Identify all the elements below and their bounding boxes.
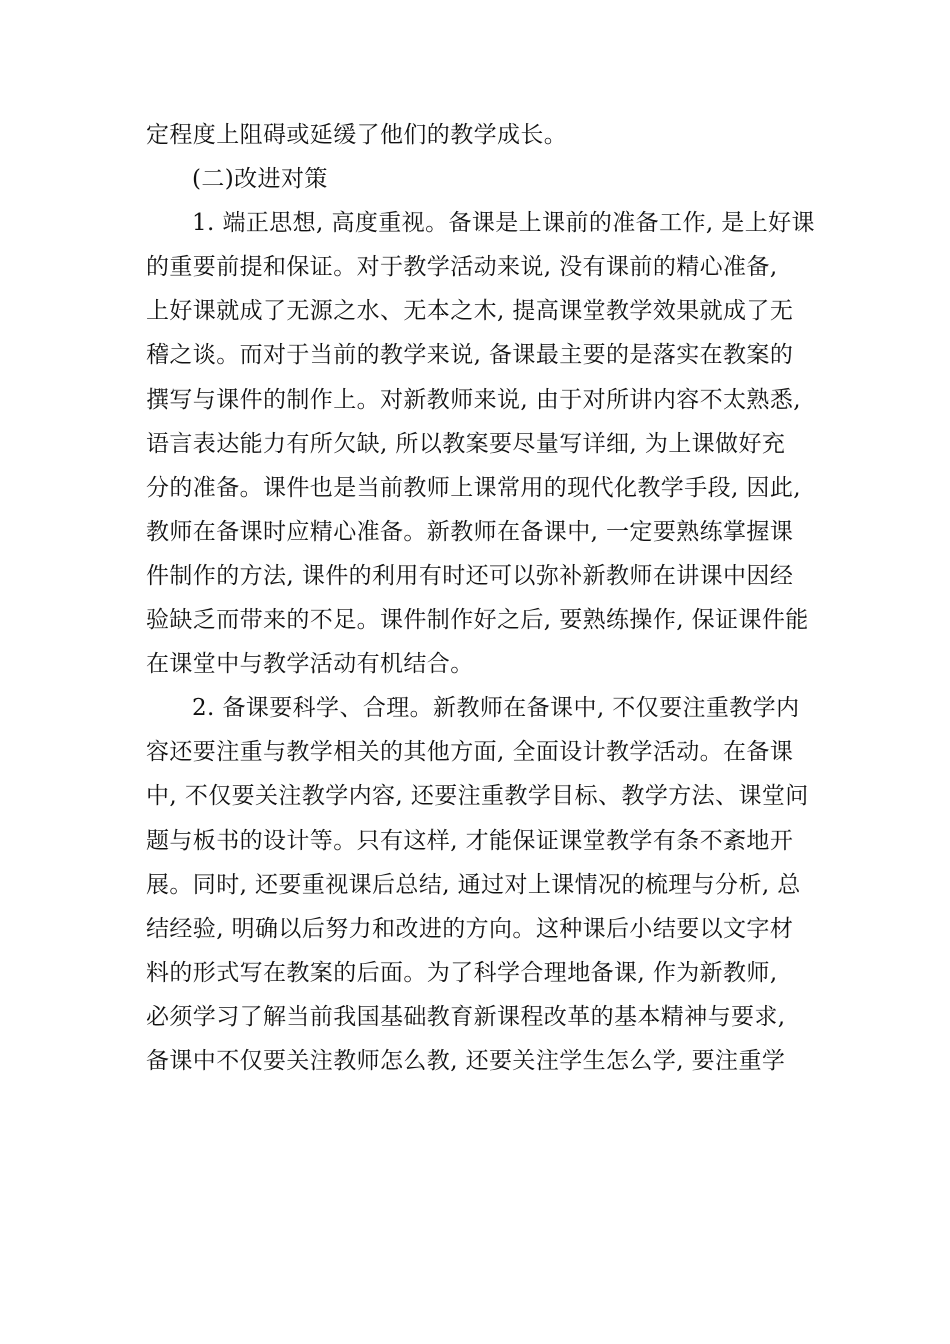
paragraph-1-start: 1. 端正思想, 高度重视。备课是上课前的准备工作, 是上好课 [192, 210, 815, 237]
text-line: 结经验, 明确以后努力和改进的方向。这种课后小结要以文字材 [146, 915, 794, 942]
text-line: 在课堂中与教学活动有机结合。 [146, 651, 474, 678]
text-line: 料的形式写在教案的后面。为了科学合理地备课, 作为新教师, [146, 959, 778, 986]
text-line: 中, 不仅要关注教学内容, 还要注重教学目标、教学方法、课堂问 [146, 783, 809, 810]
body-text [146, 113, 815, 1083]
text-line: 撰写与课件的制作上。对新教师来说, 由于对所讲内容不太熟悉, [146, 386, 801, 413]
text-line: 展。同时, 还要重视课后总结, 通过对上课情况的梳理与分析, 总 [146, 871, 801, 898]
text-line: 必须学习了解当前我国基础教育新课程改革的基本精神与要求, [146, 1003, 786, 1030]
text-line: 备课中不仅要关注教师怎么教, 还要关注学生怎么学, 要注重学 [146, 1047, 786, 1074]
text-line: 件制作的方法, 课件的利用有时还可以弥补新教师在讲课中因经 [146, 562, 794, 589]
text-line: 容还要注重与教学相关的其他方面, 全面设计教学活动。在备课 [146, 739, 794, 766]
text-line: 分的准备。课件也是当前教师上课常用的现代化教学手段, 因此, [146, 474, 801, 501]
section-heading: (二)改进对策 [192, 166, 328, 193]
text-line: 题与板书的设计等。只有这样, 才能保证课堂教学有条不紊地开 [146, 827, 794, 854]
text-line: 教师在备课时应精心准备。新教师在备课中, 一定要熟练掌握课 [146, 518, 794, 545]
text-line: 定程度上阻碍或延缓了他们的教学成长。 [146, 122, 568, 148]
text-line: 验缺乏而带来的不足。课件制作好之后, 要熟练操作, 保证课件能 [146, 607, 809, 634]
text-line: 稽之谈。而对于当前的教学来说, 备课最主要的是落实在教案的 [146, 342, 794, 369]
paragraph-2-start: 2. 备课要科学、合理。新教师在备课中, 不仅要注重教学内 [192, 695, 800, 722]
text-line: 上好课就成了无源之水、无本之木, 提高课堂教学效果就成了无 [146, 298, 794, 325]
text-line: 语言表达能力有所欠缺, 所以教案要尽量写详细, 为上课做好充 [146, 430, 786, 457]
text-line: 的重要前提和保证。对于教学活动来说, 没有课前的精心准备, [146, 254, 778, 281]
